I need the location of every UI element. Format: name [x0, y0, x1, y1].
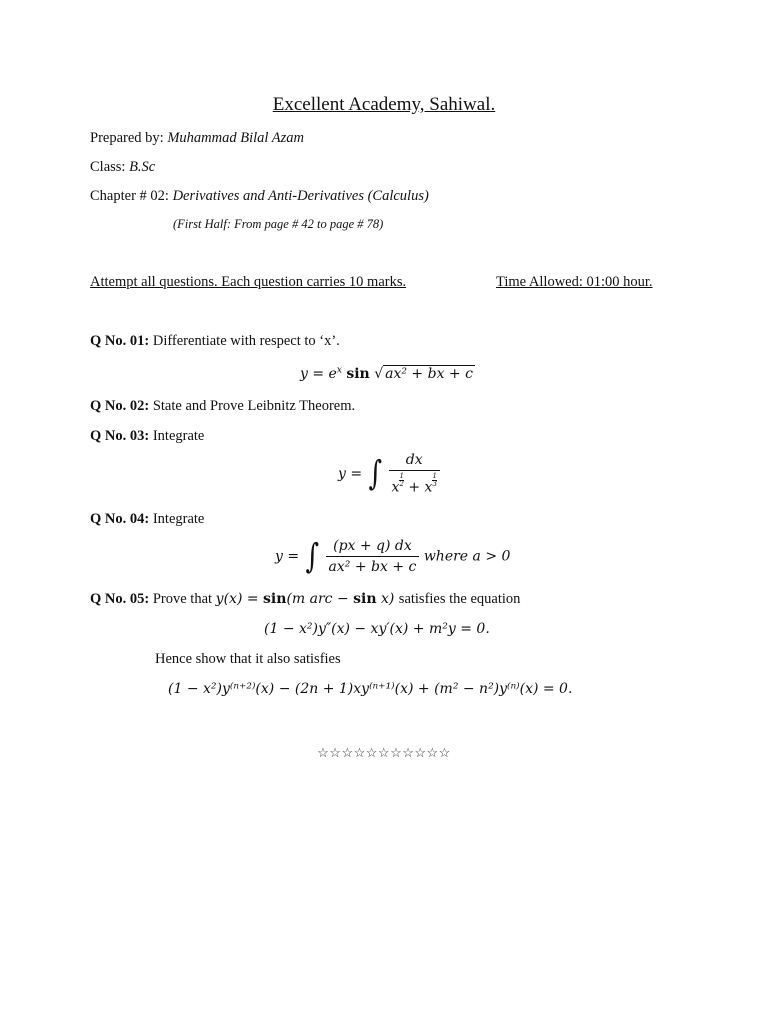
class-line — [90, 159, 155, 176]
formula-q4-lhs: y = — [275, 548, 300, 565]
question-2-text: State and Prove Leibnitz Theorem. — [152, 398, 356, 414]
question-2 — [90, 398, 355, 415]
formula-q3-lhs: y = — [338, 465, 363, 482]
class-value: B.Sc — [129, 159, 156, 175]
formula-q3-fraction — [389, 452, 440, 496]
formula-q5-equation-2: (1 − x²)y⁽ⁿ⁺²⁾(x) − (2n + 1)xy⁽ⁿ⁺¹⁾(x) + (m² − n²)y⁽ⁿ⁾(x) = 0. — [168, 681, 573, 697]
question-5-label: Q No. 05: — [90, 591, 150, 607]
question-3-label: Q No. 03: — [90, 428, 150, 444]
question-2-label: Q No. 02: — [90, 398, 150, 414]
exponent-one-third: $\frac{1}{3}$ — [432, 472, 437, 488]
question-1-label: Q No. 01: — [90, 333, 150, 349]
formula-q4-numerator: (px + q) dx — [326, 538, 420, 557]
formula-q3-numerator: dx — [389, 452, 440, 471]
formula-q1-fn: sin — [346, 366, 370, 382]
formula-q1-lhs: y = e — [300, 366, 337, 382]
question-4-label: Q No. 04: — [90, 511, 150, 527]
chapter-label: Chapter # 02: — [90, 188, 169, 204]
formula-q4-fraction — [326, 538, 420, 575]
question-3-text: Integrate — [152, 428, 205, 444]
formula-q1 — [300, 366, 475, 382]
page-title: Excellent Academy, Sahiwal. — [272, 94, 496, 115]
question-1-text: Differentiate with respect to ‘x’. — [152, 333, 340, 349]
class-label: Class: — [90, 159, 126, 175]
formula-q4-denominator: ax² + bx + c — [328, 559, 417, 575]
exponent-one-half: $\frac{1}{2}$ — [399, 472, 404, 488]
attempt-instruction: Attempt all questions. Each question carries 10 marks. — [90, 274, 407, 290]
formula-q5-inline: y(x) = sin(m arc − sin x) — [215, 591, 395, 607]
prepared-by-line — [90, 130, 304, 147]
integral-sign: ∫ — [305, 537, 320, 576]
question-4 — [90, 511, 204, 528]
formula-q5-equation-1: (1 − x²)y″(x) − xy′(x) + m²y = 0. — [264, 621, 490, 637]
time-allowed: Time Allowed: 01:00 hour. — [496, 274, 653, 290]
formula-q4 — [275, 538, 510, 575]
formula-q3 — [338, 452, 440, 496]
question-1 — [90, 333, 340, 350]
prepared-by-label: Prepared by: — [90, 130, 164, 146]
question-5-text-before: Prove that — [152, 591, 213, 607]
formula-q1-radicand: ax² + bx + c — [385, 366, 473, 382]
formula-q3-denominator: x $\frac{1}{2}$ + x $\frac{1}{3}$ — [391, 472, 437, 496]
chapter-line — [90, 188, 429, 205]
chapter-value: Derivatives and Anti-Derivatives (Calculus) — [172, 188, 429, 204]
question-5 — [90, 591, 520, 608]
question-3 — [90, 428, 204, 445]
prepared-by-value: Muhammad Bilal Azam — [167, 130, 304, 146]
page-range-note: (First Half: From page # 42 to page # 78) — [173, 217, 384, 231]
footer-stars: ☆☆☆☆☆☆☆☆☆☆☆ — [317, 745, 451, 760]
question-4-text: Integrate — [152, 511, 205, 527]
formula-q4-condition: where a > 0 — [423, 548, 511, 565]
integral-sign: ∫ — [368, 454, 383, 494]
formula-q1-exponent: x — [336, 365, 342, 376]
question-5-hence: Hence show that it also satisfies — [155, 651, 341, 667]
question-5-text-after: satisfies the equation — [398, 591, 521, 607]
formula-q1-sqrt: √ ax² + bx + c — [374, 366, 473, 382]
